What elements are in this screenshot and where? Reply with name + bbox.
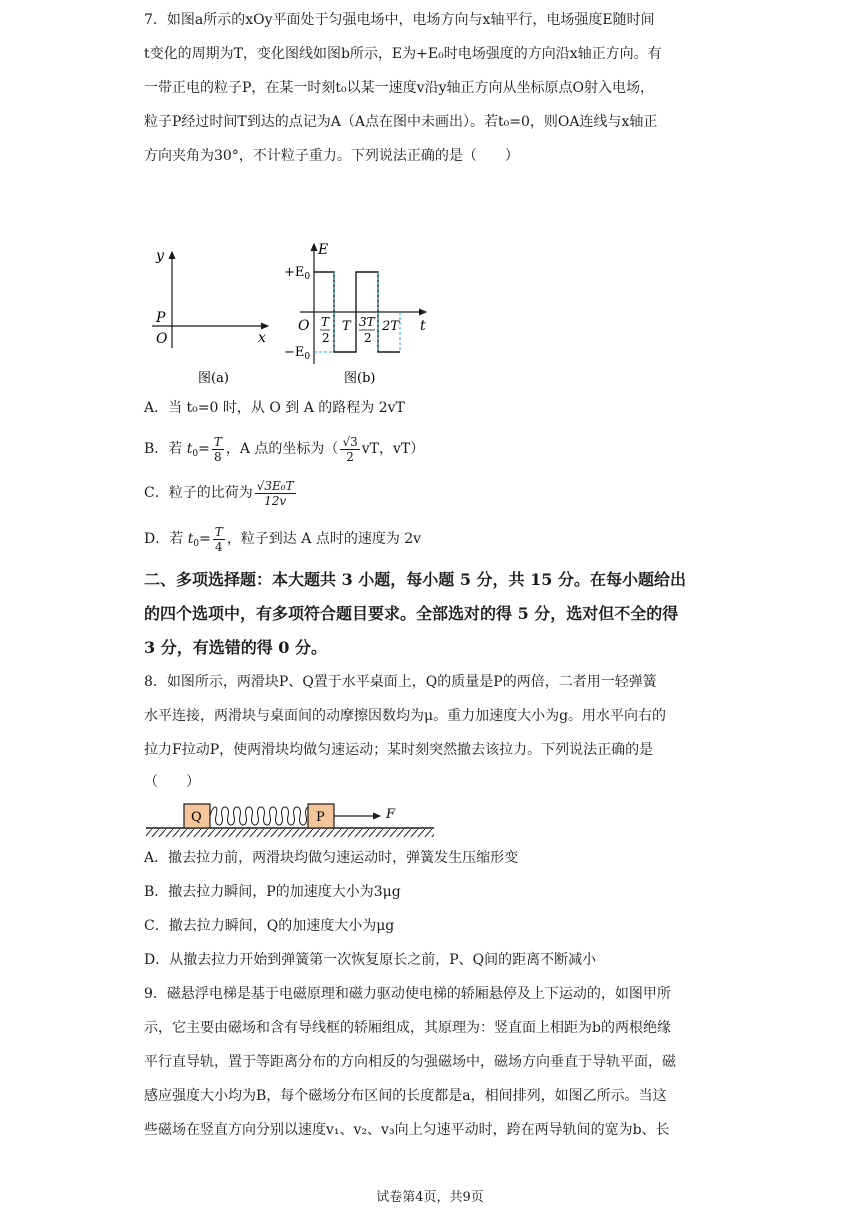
fig-b-caption: 图(b) bbox=[344, 371, 376, 386]
q8-option-b: B．撤去拉力瞬间，P的加速度大小为3μg bbox=[144, 884, 401, 900]
fig-b-tick-2t: 2T bbox=[382, 319, 399, 334]
q8-option-d: D．从撤去拉力开始到弹簧第一次恢复原长之前，P、Q间的距离不断减小 bbox=[144, 952, 597, 968]
page-footer: 试卷第4页，共9页 bbox=[376, 1190, 484, 1205]
q9-line-1: 9．磁悬浮电梯是基于电磁原理和磁力驱动使电梯的轿厢悬停及上下运动的，如图甲所 bbox=[144, 986, 671, 1002]
q7-line-4: 粒子P经过时间T到达的点记为A（A点在图中未画出）。若t₀=0，则OA连线与x轴正 bbox=[144, 114, 658, 130]
q8-line-1: 8．如图所示，两滑块P、Q置于水平桌面上，Q的质量是P的两倍，二者用一轻弹簧 bbox=[144, 674, 657, 690]
q7-option-d: D．若 $t_0=$ $\frac{T}{4}$ ，粒子到达 A 点时的速度为 2v bbox=[144, 524, 422, 554]
q9-line-2: 示，它主要由磁场和含有导线框的轿厢组成，其原理为：竖直面上相距为b的两根绝缘 bbox=[144, 1020, 671, 1036]
fig-b-tick-3t-half-num: 3T bbox=[359, 315, 375, 329]
q7-line-3: 一带正电的粒子P，在某一时刻t₀以某一速度v沿y轴正方向从坐标原点O射入电场， bbox=[144, 80, 654, 96]
fig-b-tick-3t-half-den: 2 bbox=[364, 331, 372, 345]
block-p-label: P bbox=[316, 810, 325, 825]
q7-line-1: 7．如图a所示的xOy平面处于匀强电场中，电场方向与x轴平行，电场强度E随时间 bbox=[144, 12, 655, 28]
fig-b-tick-t-half-den: 2 bbox=[322, 331, 330, 345]
section2-line-3: 3 分，有选错的得 0 分。 bbox=[144, 638, 327, 657]
q8-line-2: 水平连接，两滑块与桌面间的动摩擦因数均为μ。重力加速度大小为g。用水平向右的 bbox=[144, 708, 667, 724]
fig-a-x-label: x bbox=[258, 330, 266, 346]
q8-figure bbox=[144, 798, 444, 840]
section2-line-1: 二、多项选择题：本大题共 3 小题，每小题 5 分，共 15 分。在每小题给出 bbox=[144, 570, 686, 589]
fig-b-o-label: O bbox=[298, 318, 310, 334]
q7-option-a: A．当 t₀=0 时，从 O 到 A 的路程为 2vT bbox=[144, 400, 405, 416]
fig-b-t-label: t bbox=[420, 318, 426, 334]
q8-line-3: 拉力F拉动P，使两滑块均做匀速运动；某时刻突然撤去该拉力。下列说法正确的是 bbox=[144, 742, 654, 758]
q7-option-b: B．若 $t_0=$ $\frac{T}{8}$ ，A 点的坐标为（ $\frac{√3}{2}$ vT，vT） bbox=[144, 434, 425, 464]
q7-line-2: t变化的周期为T，变化图线如图b所示，E为+E₀时电场强度的方向沿x轴正方向。有 bbox=[144, 46, 662, 62]
q7-option-c: C．粒子的比荷为 $\frac{\text{√3E₀T}}{12v}$ bbox=[144, 478, 294, 508]
table-hatch bbox=[146, 829, 434, 837]
q8-line-4: （ ） bbox=[144, 774, 200, 790]
q9-line-3: 平行直导轨，置于等距离分布的方向相反的匀强磁场中，磁场方向垂直于导轨平面，磁 bbox=[144, 1054, 676, 1070]
fig-b-tick-t-half-num: T bbox=[321, 315, 330, 329]
fig-b-minus-e0: $-E_0$ bbox=[284, 345, 311, 362]
spring bbox=[210, 807, 324, 825]
q8-option-a: A．撤去拉力前，两滑块均做匀速运动时，弹簧发生压缩形变 bbox=[144, 850, 519, 866]
fig-b-e-label: E bbox=[318, 242, 329, 258]
q9-line-4: 感应强度大小均为B，每个磁场分布区间的长度都是a，相间排列，如图乙所示。当这 bbox=[144, 1088, 667, 1104]
q7-line-5: 方向夹角为30°，不计粒子重力。下列说法正确的是（ ） bbox=[144, 148, 519, 164]
block-q-label: Q bbox=[191, 810, 202, 825]
fig-b-tick-t: T bbox=[342, 319, 351, 334]
section2-line-2: 的四个选项中，有多项符合题目要求。全部选对的得 5 分，选对但不全的得 bbox=[144, 604, 679, 623]
fig-a-p-label: P bbox=[156, 310, 166, 326]
q8-option-c: C．撤去拉力瞬间，Q的加速度大小为μg bbox=[144, 918, 395, 934]
fig-a-caption: 图(a) bbox=[198, 371, 229, 386]
figure-a bbox=[140, 238, 280, 388]
force-label: F bbox=[386, 807, 396, 822]
figure-b bbox=[280, 238, 440, 388]
fig-b-plus-e0: $+E_0$ bbox=[284, 265, 311, 282]
fig-a-o-label: O bbox=[156, 331, 168, 347]
q9-line-5: 些磁场在竖直方向分别以速度v₁、v₂、v₃向上匀速平动时，跨在两导轨间的宽为b、长 bbox=[144, 1122, 670, 1138]
fig-a-y-label: y bbox=[156, 248, 164, 264]
